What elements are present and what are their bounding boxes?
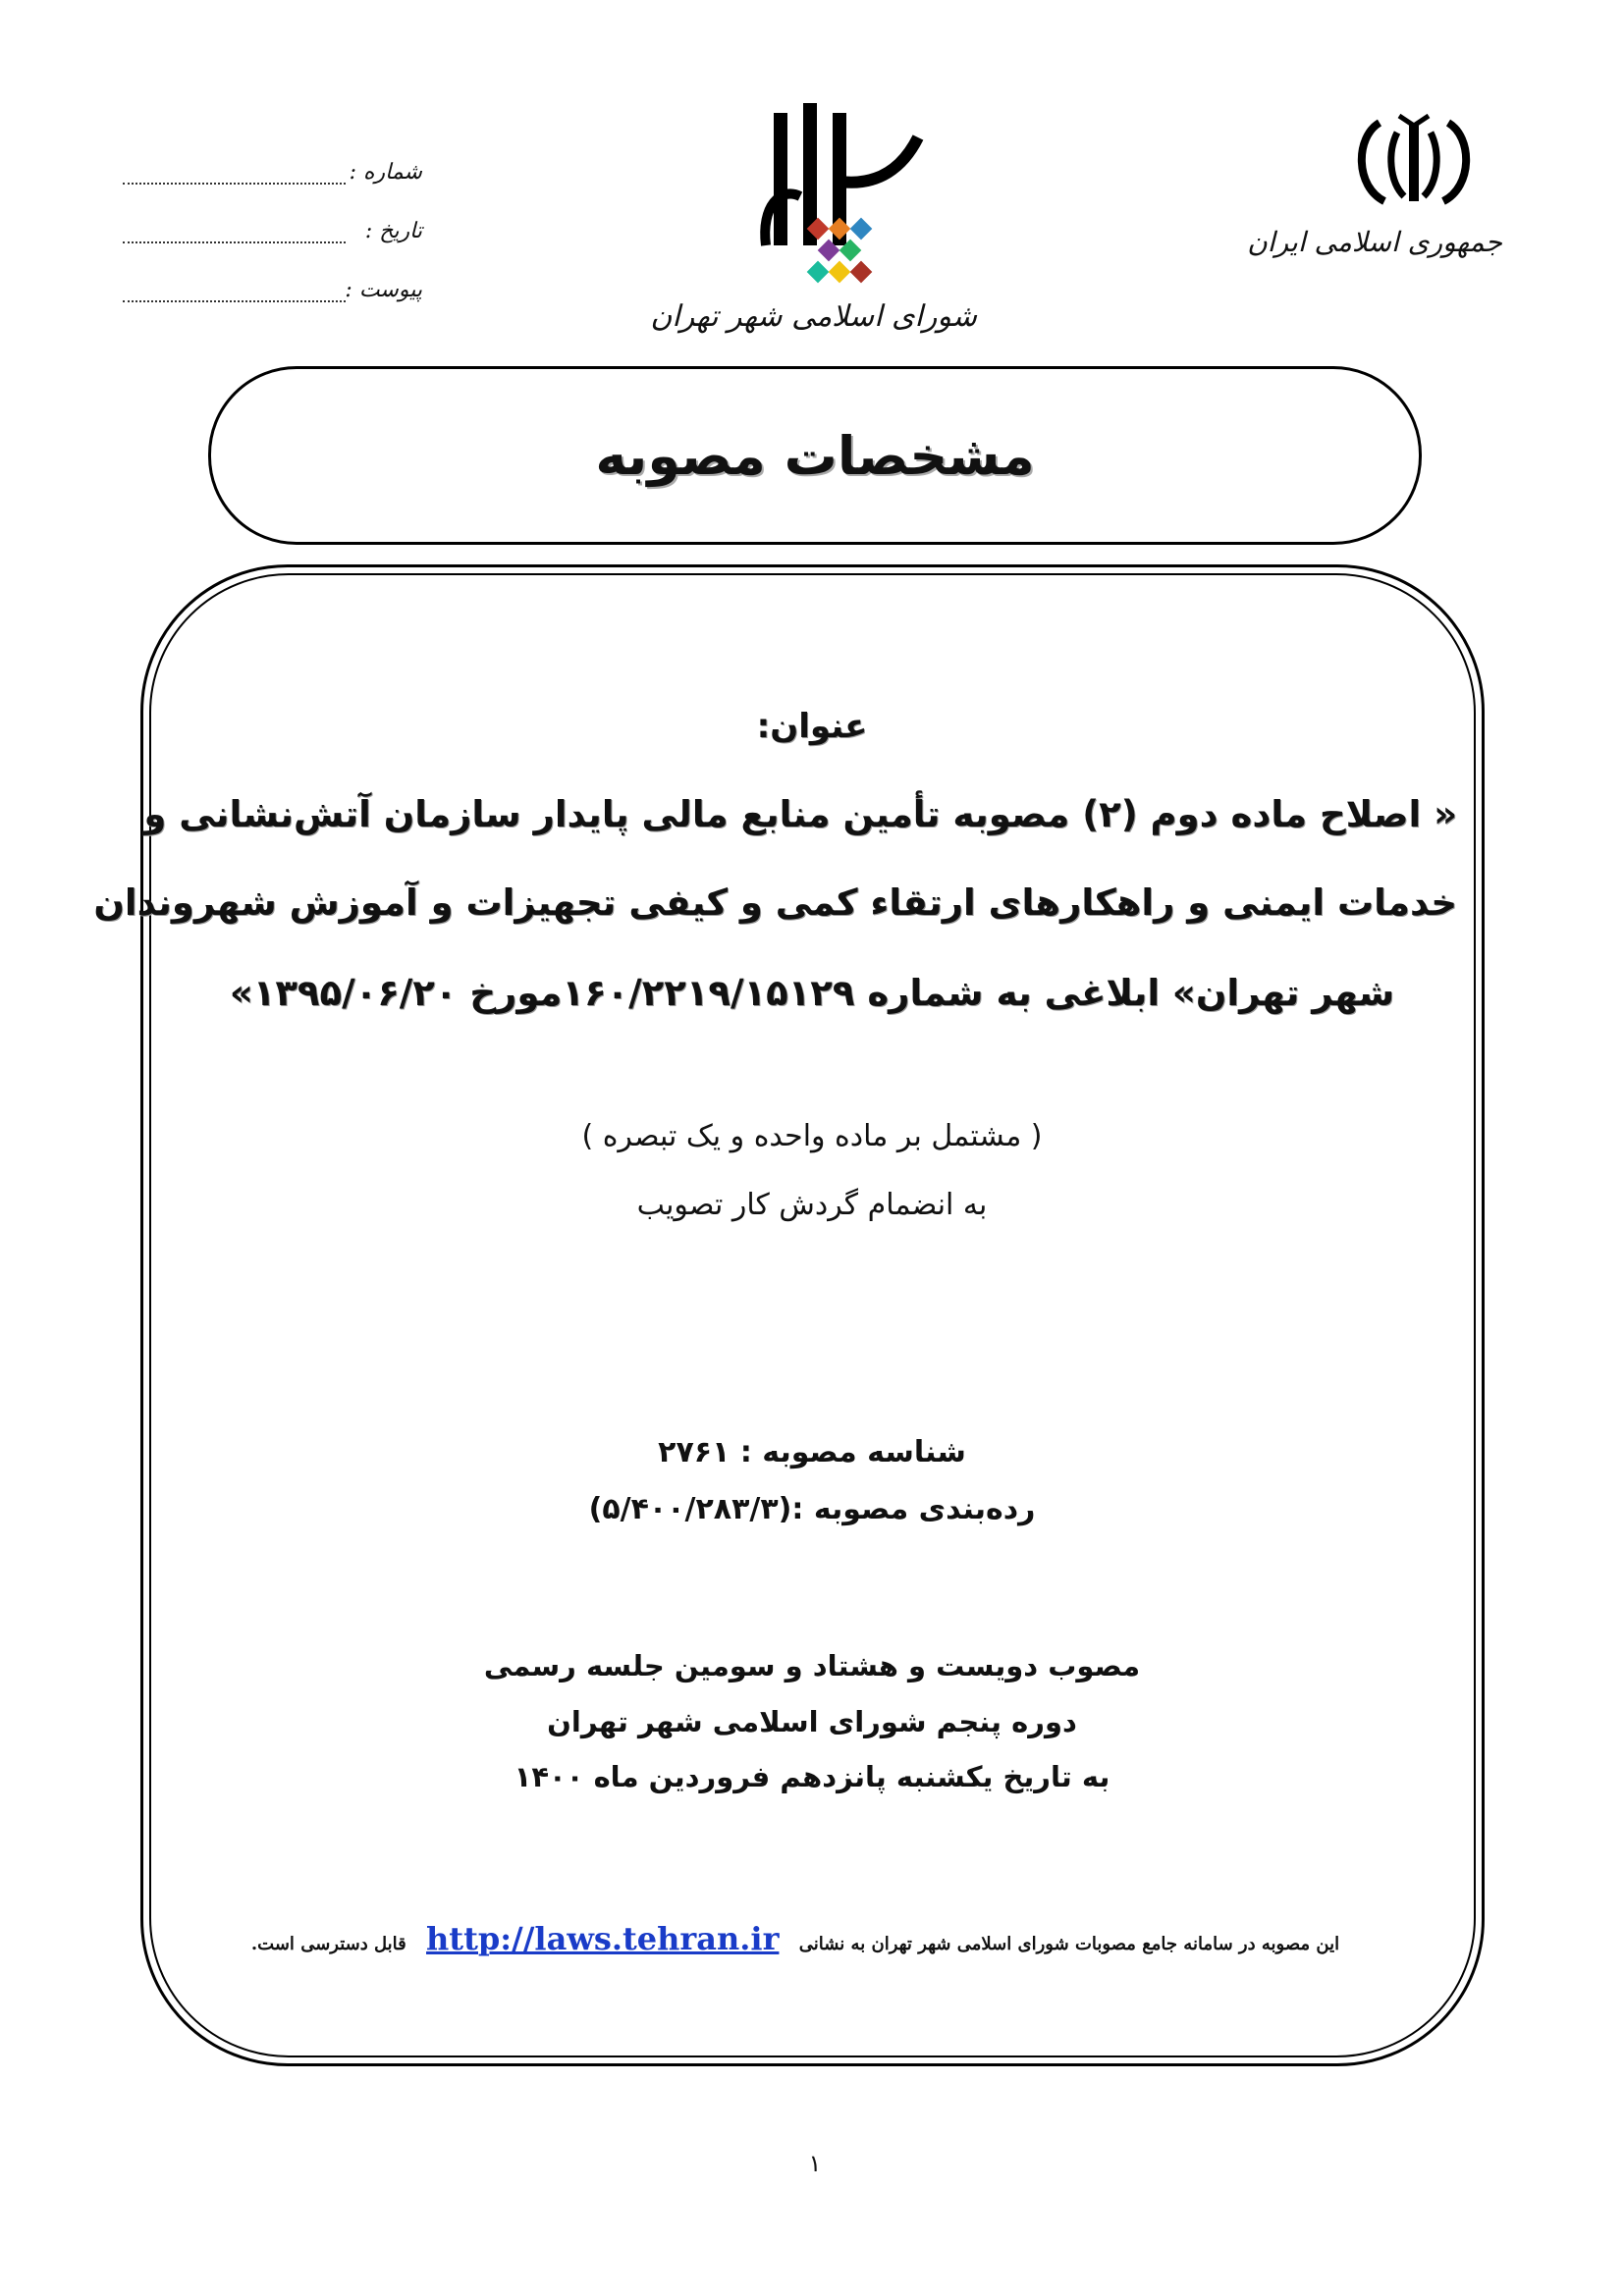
date-field bbox=[123, 185, 422, 243]
subject-label: عنوان: bbox=[756, 707, 868, 746]
attachment-text: به انضمام گردش کار تصویب bbox=[636, 1188, 988, 1222]
footnote-before: این مصوبه در سامانه جامع مصوبات شورای اسلامی شهر تهران به نشانی bbox=[798, 1934, 1340, 1954]
approval-classification: رده‌بندی مصوبه :(۵/۴۰۰/۲۸۳/۳) bbox=[588, 1492, 1036, 1526]
footnote bbox=[187, 1920, 1404, 1957]
emblem-caption: جمهوری اسلامی ایران bbox=[1247, 226, 1502, 258]
number-blank bbox=[123, 161, 346, 185]
date-label: تاریخ : bbox=[364, 219, 422, 243]
date-blank bbox=[123, 220, 346, 243]
page-number: ۱ bbox=[808, 2150, 822, 2177]
iran-emblem-icon bbox=[1350, 108, 1478, 216]
scope-text: ( مشتمل بر ماده واحده و یک تبصره ) bbox=[581, 1119, 1043, 1153]
number-field bbox=[123, 126, 422, 185]
subject-line-3: شهر تهران» ابلاغی به شماره ۱۶۰/۲۲۱۹/۱۵۱۲۹مورخ ۱۳۹۵/۰۶/۲۰» bbox=[229, 972, 1395, 1014]
attachment-field bbox=[123, 243, 422, 302]
subject-line-1: « اصلاح ماده دوم (۲) مصوبه تأمین منابع مالی پایدار سازمان آتش‌نشانی و bbox=[143, 793, 1457, 835]
attachment-blank bbox=[123, 279, 346, 302]
council-logo-icon bbox=[692, 98, 987, 294]
subject-line-2: خدمات ایمنی و راهکارهای ارتقاء کمی و کیفی تجهیزات و آموزش شهروندان bbox=[93, 881, 1457, 924]
session-text: مصوب دویست و هشتاد و سومین جلسه رسمی bbox=[483, 1649, 1141, 1682]
council-caption: شورای اسلامی شهر تهران bbox=[650, 299, 977, 334]
attachment-label: پیوست : bbox=[345, 278, 422, 302]
date-text: به تاریخ یکشنبه پانزدهم فروردین ماه ۱۴۰۰ bbox=[514, 1760, 1110, 1793]
term-text: دوره پنجم شورای اسلامی شهر تهران bbox=[547, 1705, 1077, 1738]
emblem-logo bbox=[1247, 108, 1502, 285]
page-title: مشخصات مصوبه bbox=[595, 424, 1035, 487]
laws-link[interactable]: http://laws.tehran.ir bbox=[426, 1920, 780, 1957]
title-box bbox=[208, 366, 1422, 545]
header-fields bbox=[123, 126, 422, 302]
number-label: شماره : bbox=[349, 160, 422, 185]
approval-id: شناسه مصوبه : ۲۷۶۱ bbox=[658, 1435, 966, 1469]
council-logo bbox=[650, 98, 987, 353]
footnote-after: قابل دسترسی است. bbox=[250, 1934, 406, 1954]
